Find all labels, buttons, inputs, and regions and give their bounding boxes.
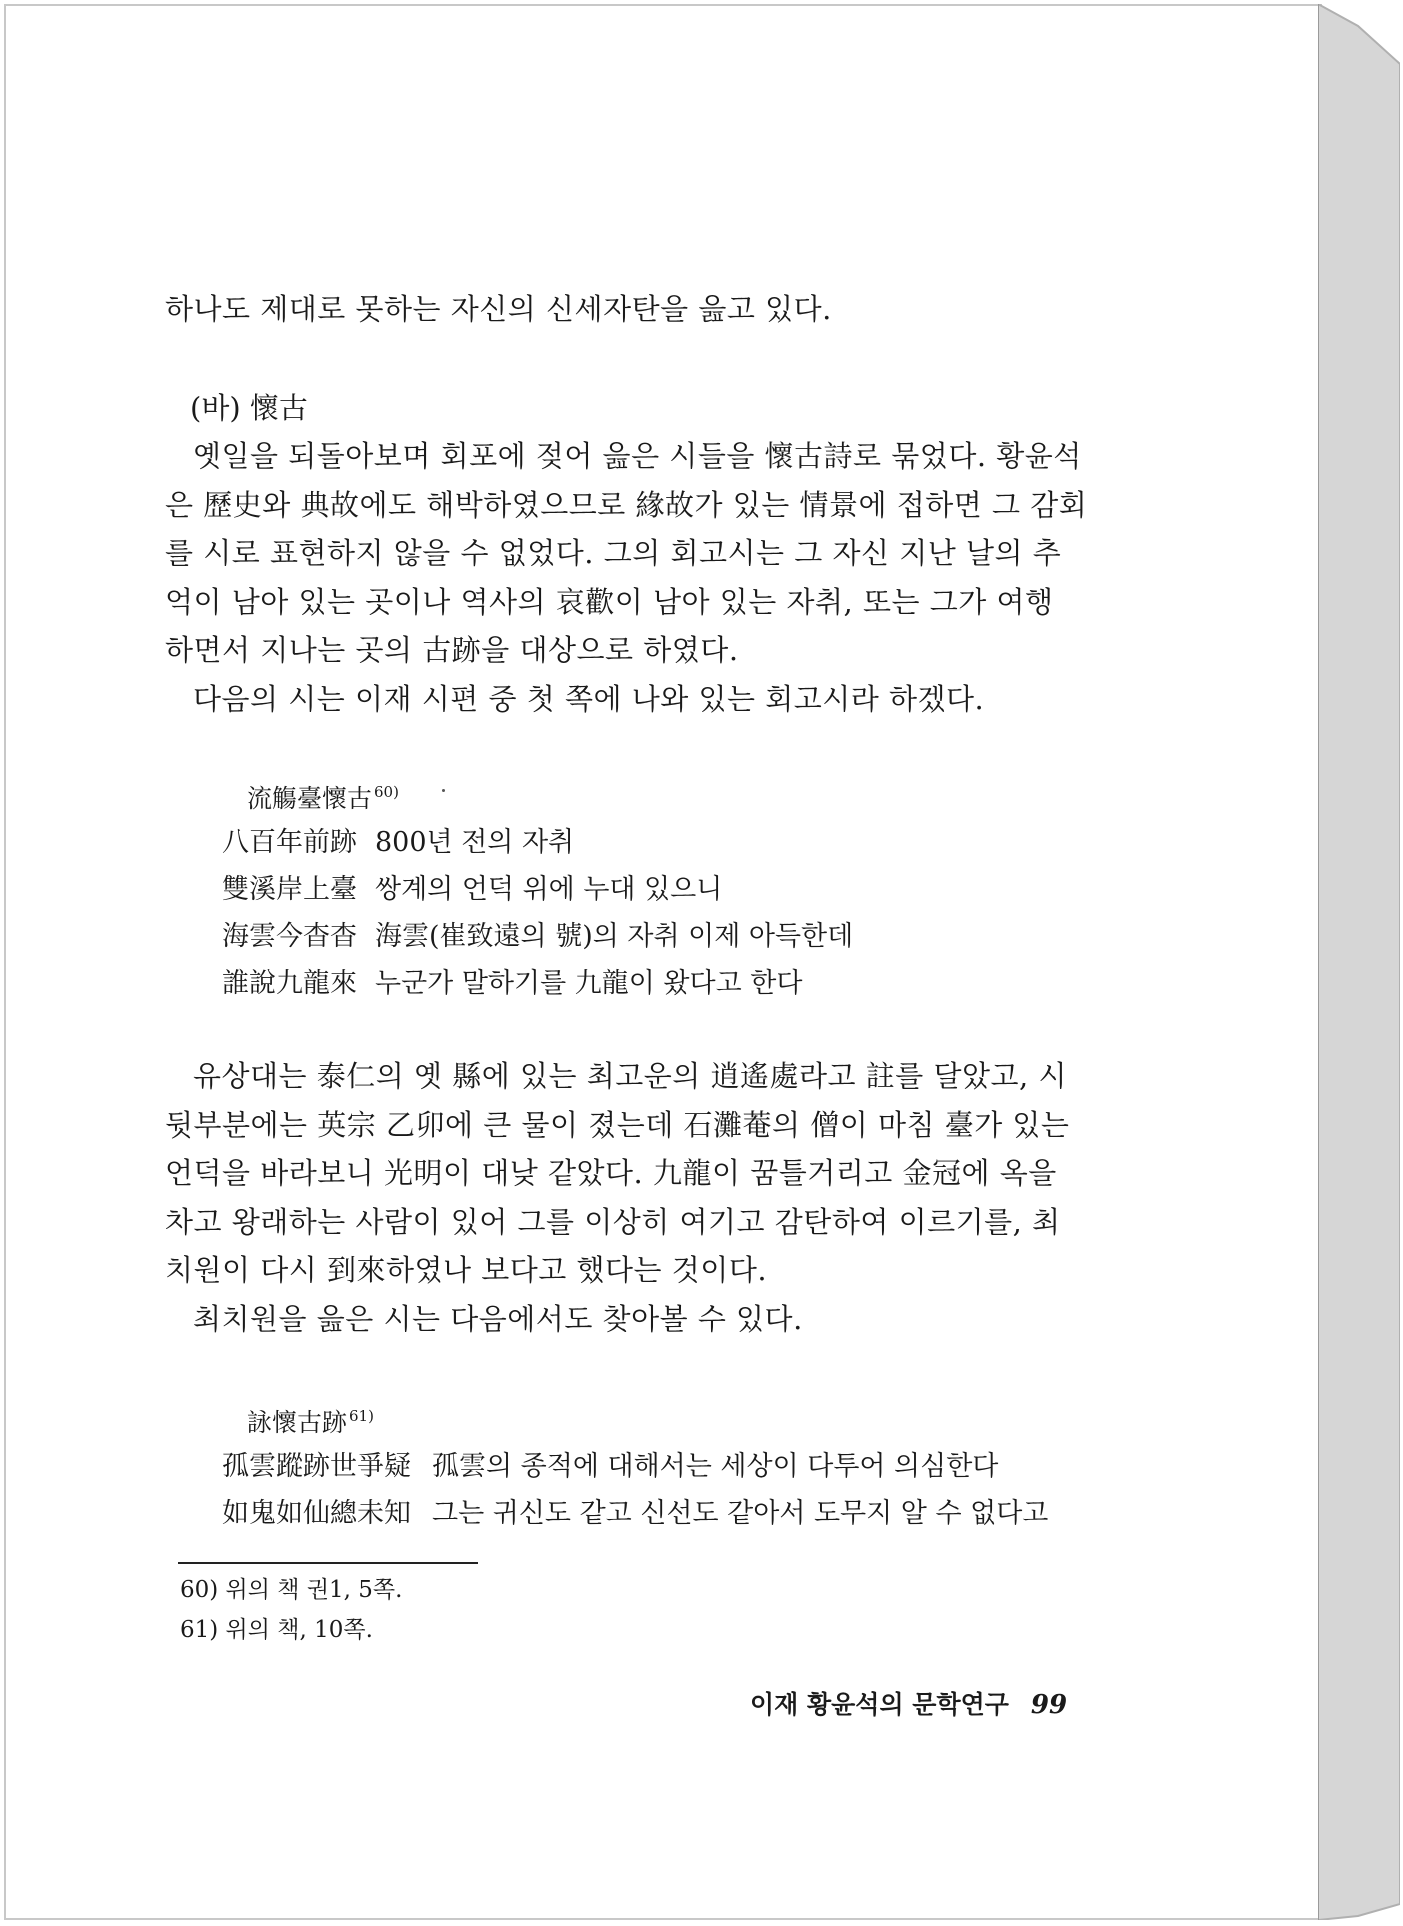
text-line: 억이 남아 있는 곳이나 역사의 哀歡이 남아 있는 자취, 또는 그가 여행 (165, 584, 1054, 619)
poem-translation: 孤雲의 종적에 대해서는 세상이 다투어 의심한다 (432, 1451, 999, 1482)
poem-original: 孤雲蹤跡世爭疑 (222, 1451, 411, 1482)
poem-title (247, 772, 853, 819)
paragraph-1 (165, 432, 1088, 723)
page-edge-shadow (1318, 4, 1400, 1920)
text-line: 언덕을 바라보니 光明이 대낮 같았다. 九龍이 꿈틀거리고 金冠에 옥을 (165, 1156, 1057, 1190)
poem-translation: 800년 전의 자취 (375, 827, 575, 858)
poem-original: 八百年前跡 (222, 827, 357, 858)
poem-line (222, 866, 853, 913)
poem-line (222, 1443, 1048, 1490)
poem-line (222, 819, 853, 866)
text-line: 하면서 지나는 곳의 古跡을 대상으로 하였다. (165, 633, 739, 667)
section-heading: (바) 懷古 (190, 391, 308, 425)
footnote-divider (178, 1562, 478, 1564)
opening-text (165, 285, 1085, 334)
poem-translation: 누군가 말하기를 九龍이 왔다고 한다 (375, 968, 803, 999)
poem-original: 雙溪岸上臺 (222, 874, 357, 905)
text-line: 치원이 다시 到來하였나 보다고 했다는 것이다. (165, 1253, 768, 1287)
paragraph-3 (165, 1052, 1085, 1343)
poem-1 (222, 772, 854, 1007)
poem-line (222, 1490, 1048, 1537)
page-number: 99 (1030, 1690, 1068, 1720)
text-line: 최치원을 읊은 시는 다음에서도 찾아볼 수 있다. (193, 1301, 803, 1336)
poem-title-text: 流觴臺懷古 (247, 784, 373, 813)
text-line: 를 시로 표현하지 않을 수 없었다. 그의 회고시는 그 자신 지난 날의 추 (165, 536, 1062, 570)
poem-original: 如鬼如仙總未知 (222, 1498, 411, 1529)
poem-original: 誰說九龍來 (222, 968, 357, 999)
footnotes (180, 1570, 402, 1650)
poem-translation: 그는 귀신도 같고 신선도 같아서 도무지 알 수 없다고 (432, 1498, 1049, 1529)
poem-title (247, 1396, 1048, 1443)
poem-line (222, 960, 853, 1007)
footnote-ref: 60) (374, 783, 399, 801)
text-line: 옛일을 되돌아보며 회포에 젖어 읊은 시들을 懷古詩로 묶었다. 황윤석 (193, 439, 1082, 473)
poem-title-text: 詠懷古跡 (247, 1408, 348, 1437)
poem-original: 海雲今杳杳 (222, 921, 357, 952)
text-line: 유상대는 泰仁의 옛 縣에 있는 최고운의 逍遙處라고 註를 달았고, 시 (193, 1059, 1067, 1093)
text-line: 다음의 시는 이재 시편 중 첫 쪽에 나와 있는 회고시라 하겠다. (193, 681, 985, 716)
poem-2 (222, 1396, 1049, 1537)
poem-translation: 海雲(崔致遠의 號)의 자취 이제 아득한데 (375, 921, 854, 952)
footnote: 60) 위의 책 권1, 5쪽. (180, 1577, 403, 1603)
text-line: 은 歷史와 典故에도 해박하였으므로 緣故가 있는 情景에 접하면 그 감회 (165, 487, 1088, 522)
footnote: 61) 위의 책, 10쪽. (180, 1617, 373, 1643)
running-title: 이재 황윤석의 문학연구 (750, 1690, 1009, 1719)
poem-line (222, 913, 853, 960)
text-line: 하나도 제대로 못하는 자신의 신세자탄을 읊고 있다. (165, 292, 832, 326)
page-edge-graphic (1318, 4, 1400, 1920)
poem-translation: 쌍계의 언덕 위에 누대 있으니 (375, 874, 723, 905)
running-footer (750, 1685, 1067, 1721)
text-line: 차고 왕래하는 사람이 있어 그를 이상히 여기고 감탄하여 이르기를, 최 (165, 1204, 1061, 1239)
footnote-ref: 61) (349, 1407, 374, 1425)
text-line: 뒷부분에는 英宗 乙卯에 큰 물이 졌는데 石灘菴의 僧이 마침 臺가 있는 (165, 1107, 1070, 1142)
